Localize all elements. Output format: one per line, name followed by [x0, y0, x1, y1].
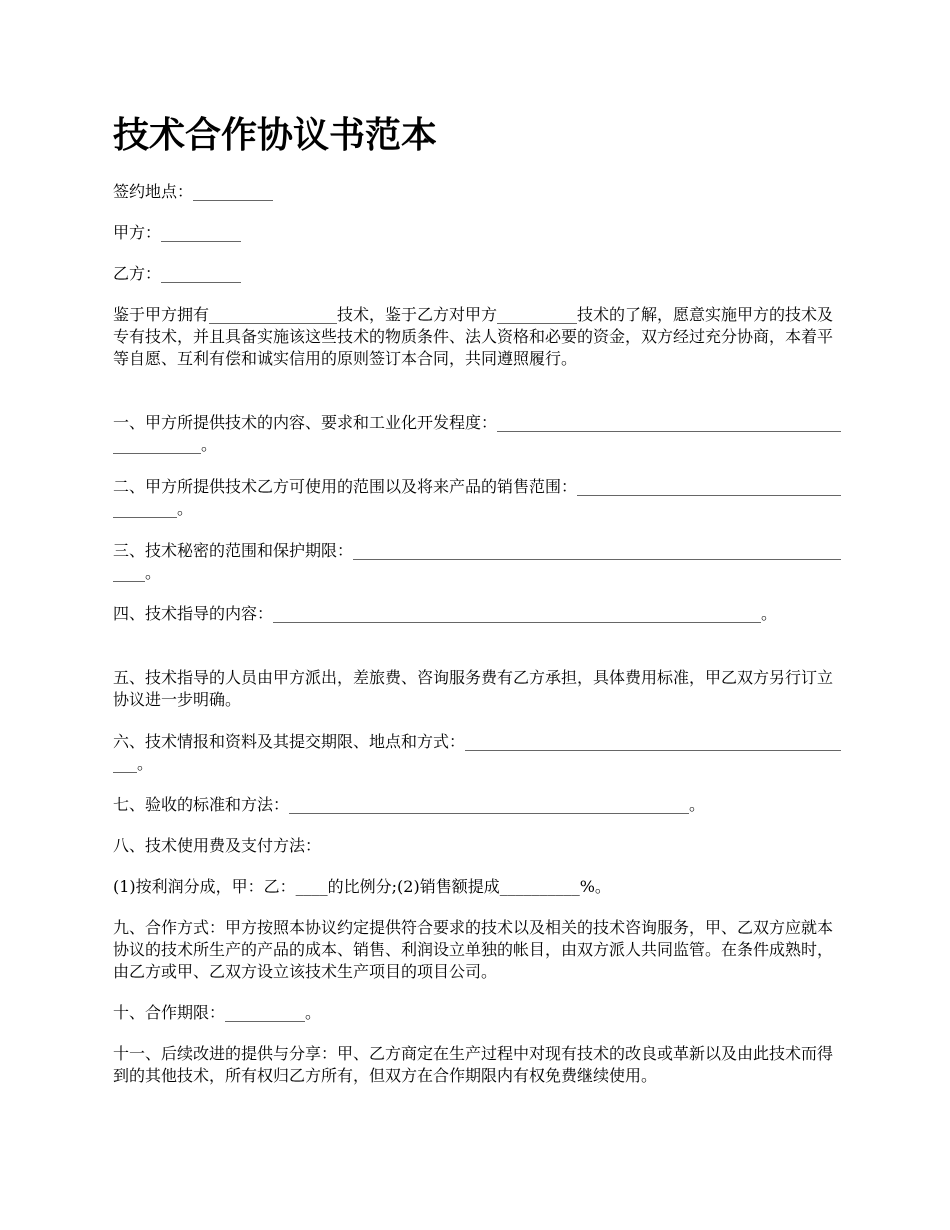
signing-place-field: 签约地点：__________ — [113, 182, 274, 201]
party-a-field: 甲方：__________ — [113, 223, 242, 242]
party-b-field: 乙方：__________ — [113, 264, 242, 283]
clause-2: 二、甲方所提供技术乙方可使用的范围以及将来产品的销售范围：_________________________________________。 — [113, 477, 842, 518]
clause-3: 三、技术秘密的范围和保护期限：_________________________________________________________________。 — [113, 541, 842, 582]
clause-7: 七、验收的标准和方法：__________________________________________________。 — [113, 795, 706, 814]
clause-6: 六、技术情报和资料及其提交期限、地点和方式：__________________________________________________。 — [113, 732, 842, 773]
clause-11: 十一、后续改进的提供与分享：甲、乙方商定在生产过程中对现有技术的改良或革新以及由此技术而得到的其他技术，所有权归乙方所有，但双方在合作期限内有权免费继续使用。 — [113, 1044, 834, 1085]
clause-5: 五、技术指导的人员由甲方派出，差旅费、咨询服务费有乙方承担，具体费用标准，甲乙双方另行订立协议进一步明确。 — [113, 668, 834, 709]
clause-8-detail: (1)按利润分成，甲：乙：____的比例分;(2)销售额提成__________%。 — [113, 877, 611, 896]
clause-9: 九、合作方式：甲方按照本协议约定提供符合要求的技术以及相关的技术咨询服务，甲、乙双方应就本协议的技术所生产的产品的成本、销售、利润设立单独的帐目，由双方派人共同监管。在条件成熟时，由乙方或甲、乙双方设立该技术生产项目的项目公司。 — [113, 918, 834, 981]
intro-paragraph: 鉴于甲方拥有________________技术，鉴于乙方对甲方__________技术的了解，愿意实施甲方的技术及专有技术，并且具备实施该这些技术的物质条件、法人资格和必要的资金，双方经过充分协商，本着平等自愿、互利有偿和诚实信用的原则签订本合同，共同遵照履行。 — [113, 305, 834, 368]
clause-4: 四、技术指导的内容：_____________________________________________________________。 — [113, 604, 778, 623]
clause-1: 一、甲方所提供技术的内容、要求和工业化开发程度：______________________________________________________。 — [113, 413, 842, 454]
document-title: 技术合作协议书范本 — [113, 115, 438, 156]
clause-8: 八、技术使用费及支付方法： — [113, 836, 322, 855]
clause-10: 十、合作期限：__________。 — [113, 1003, 322, 1022]
